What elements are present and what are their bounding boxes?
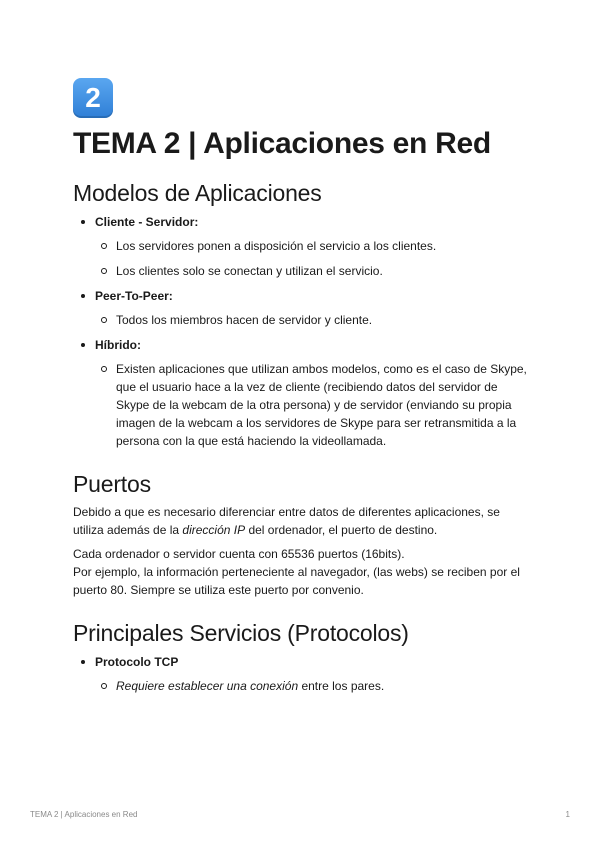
sublist — [95, 677, 528, 695]
text-line: Cada ordenador o servidor cuenta con 65536 puertos (16bits). — [73, 547, 405, 561]
list-item-cliente-servidor — [73, 213, 528, 280]
sublist — [95, 237, 528, 280]
puertos-paragraph-1 — [73, 503, 528, 539]
list-item-label: Cliente - Servidor: — [95, 215, 199, 229]
list-item-protocolo-tcp — [73, 653, 528, 695]
sublist-item: Los servidores ponen a disposición el servicio a los clientes. — [95, 237, 528, 255]
emphasis-text: Requiere establecer una conexión — [116, 679, 299, 693]
list-item-label: Peer-To-Peer: — [95, 289, 173, 303]
sublist-item: Existen aplicaciones que utilizan ambos modelos, como es el caso de Skype, que el usuario hace a la vez de cliente (recibiendo datos del servidor de Skype de la webcam de la otra persona) y de servidor (enviando su propia imagen de la webcam a los servidores de Skype para ser retransmitida a la persona con la que está haciendo la videollamada. — [95, 360, 528, 450]
emphasis-text: dirección IP — [182, 523, 246, 537]
servicios-list — [73, 653, 528, 695]
list-item-hibrido — [73, 336, 528, 450]
page-title: TEMA 2 | Aplicaciones en Red — [73, 127, 491, 160]
text-line: Por ejemplo, la información perteneciente al navegador, (las webs) se reciben por el puerto 80. Siempre se utiliza este puerto por convenio. — [73, 565, 520, 597]
footer-title: TEMA 2 | Aplicaciones en Red — [30, 810, 138, 819]
modelos-list — [73, 213, 528, 450]
puertos-paragraph-2 — [73, 545, 528, 599]
list-item-peer-to-peer — [73, 287, 528, 329]
text-run: entre los pares. — [298, 679, 385, 693]
section-heading-modelos: Modelos de Aplicaciones — [73, 180, 322, 206]
section-heading-puertos: Puertos — [73, 471, 151, 497]
text-run: Debido a que es necesario diferenciar entre datos de diferentes aplicaciones, se utiliza además de la — [73, 505, 500, 537]
section-heading-servicios: Principales Servicios (Protocolos) — [73, 620, 409, 646]
sublist-item — [95, 677, 528, 695]
page-number: 1 — [565, 810, 570, 819]
sublist-item: Los clientes solo se conectan y utilizan el servicio. — [95, 262, 528, 280]
document-page — [73, 78, 528, 702]
sublist-item: Todos los miembros hacen de servidor y cliente. — [95, 311, 528, 329]
page-footer — [30, 810, 570, 822]
list-item-label: Híbrido: — [95, 338, 141, 352]
sublist — [95, 311, 528, 329]
list-item-label: Protocolo TCP — [95, 655, 179, 669]
keycap-two-icon: 2 — [73, 78, 113, 118]
sublist — [95, 360, 528, 450]
text-run: del ordenador, el puerto de destino. — [245, 523, 438, 537]
